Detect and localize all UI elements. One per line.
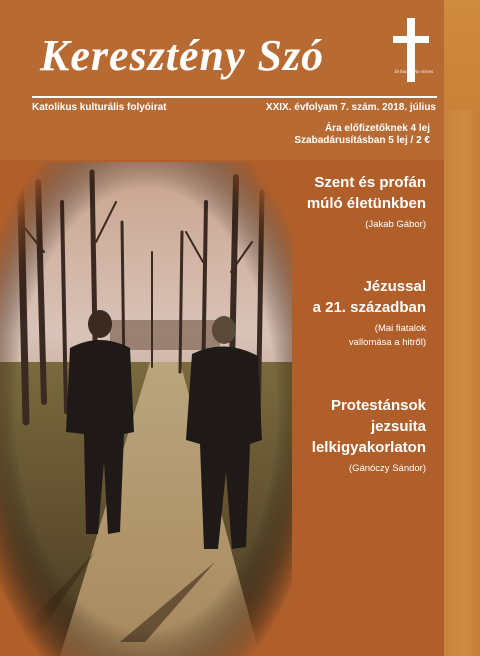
article-3 [276, 395, 426, 476]
motto-text: In hoc signo vinces [394, 70, 434, 75]
accent-strip-top [444, 0, 480, 110]
issue-info: XXIX. évfolyam 7. szám. 2018. július [265, 102, 436, 113]
header-divider [32, 96, 437, 98]
article-2-author-line-2: vallomása a hitről) [348, 337, 426, 348]
article-1-author: (Jakab Gábor) [365, 219, 426, 230]
article-3-author: (Gánóczy Sándor) [348, 463, 426, 474]
article-3-title-line-1: Protestánsok [330, 397, 426, 414]
article-3-title-line-2: jezsuita [370, 418, 426, 435]
cross-icon [385, 18, 437, 88]
article-2-author-line-1: (Mai fiatalok [374, 323, 426, 334]
article-2-title-line-2: a 21. században [312, 299, 426, 316]
article-1 [276, 172, 426, 232]
magazine-subtitle: Katolikus kulturális folyóirat [32, 102, 167, 113]
article-2-title-line-1: Jézussal [363, 278, 426, 295]
article-3-title-line-3: lelkigyakorlaton [311, 439, 426, 456]
article-1-title-line-2: múló életünkben [306, 195, 426, 212]
magazine-title: Keresztény Szó [40, 31, 325, 80]
article-2-author [276, 322, 426, 350]
article-2-title [276, 276, 426, 318]
article-1-title-line-1: Szent és profán [314, 174, 426, 191]
article-1-title [276, 172, 426, 214]
cover-photo [0, 162, 292, 656]
article-2 [276, 276, 426, 350]
price-retail: Szabadárusításban 5 lej / 2 € [294, 135, 430, 146]
price-subscribers: Ára előfizetőknek 4 lej [324, 123, 430, 134]
article-3-title [276, 395, 426, 458]
